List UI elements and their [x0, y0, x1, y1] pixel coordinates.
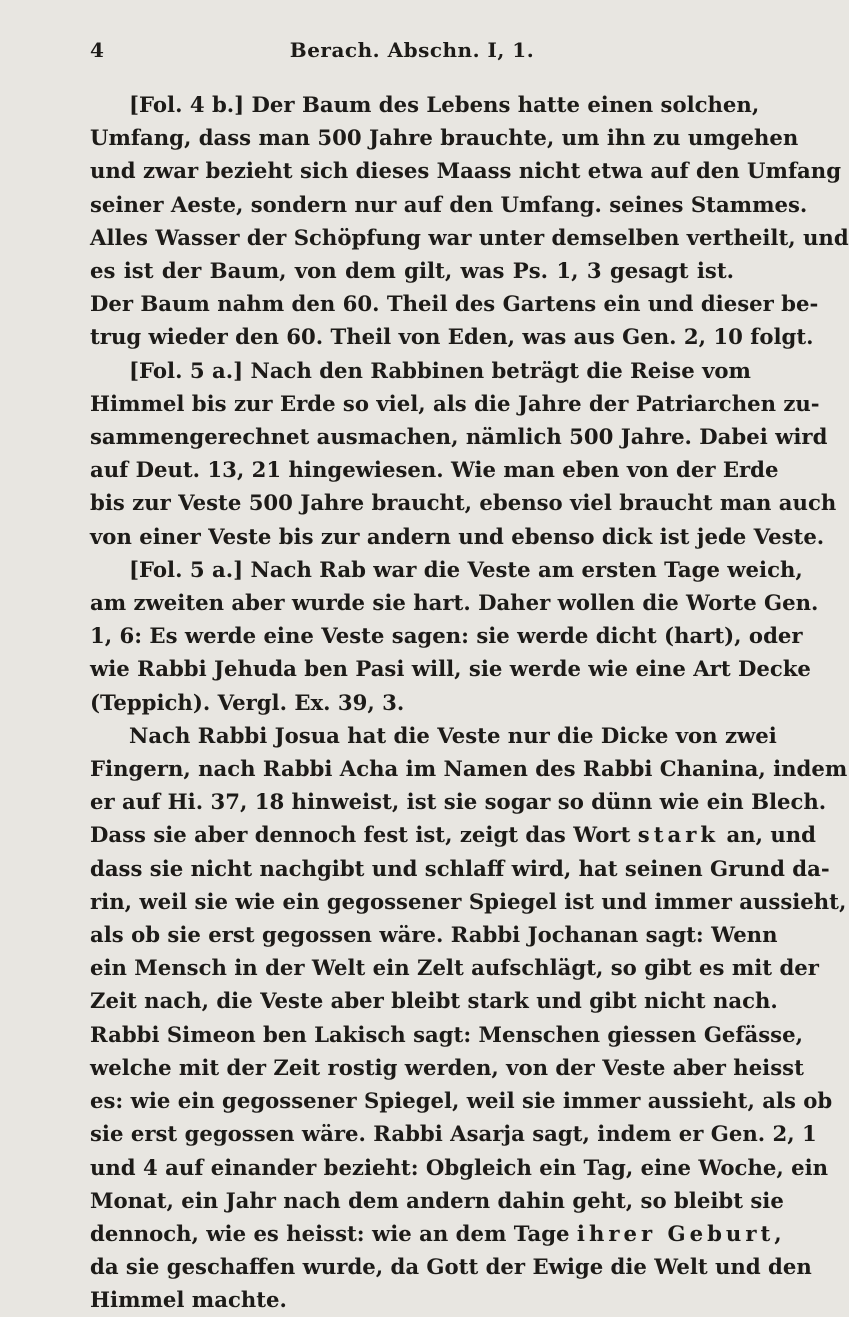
text-line: trug wieder den 60. Theil von Eden, was aus Gen. 2, 10 folgt.	[90, 324, 814, 350]
emphasized-word: ihrer Geburt	[576, 1220, 775, 1246]
running-head	[90, 38, 734, 68]
text-line: sammengerechnet ausmachen, nämlich 500 Jahre. Dabei wird	[90, 424, 828, 450]
text-line: Fingern, nach Rabbi Acha im Namen des Rabbi Chanina, indem	[90, 756, 848, 782]
text-line: (Teppich). Vergl. Ex. 39, 3.	[90, 689, 405, 715]
text-line: er auf Hi. 37, 18 hinweist, ist sie sogar so dünn wie ein Blech.	[90, 789, 827, 815]
text-line: Der Baum nahm den 60. Theil des Gartens ein und dieser be-	[90, 291, 819, 317]
text-line: als ob sie erst gegossen wäre. Rabbi Jochanan sagt: Wenn	[90, 922, 778, 948]
text-line: wie Rabbi Jehuda ben Pasi will, sie werde wie eine Art Decke	[90, 656, 811, 682]
text-line: Dass sie aber dennoch fest ist, zeigt das Wort stark an, und	[90, 822, 816, 848]
text-line: Umfang, dass man 500 Jahre brauchte, um ihn zu umgehen	[90, 125, 799, 151]
text-line: von einer Veste bis zur andern und ebenso dick ist jede Veste.	[90, 523, 825, 549]
running-title: Berach. Abschn. I, 1.	[289, 38, 535, 62]
text-line: rin, weil sie wie ein gegossener Spiegel ist und immer aussieht,	[90, 888, 847, 914]
text-line: dass sie nicht nachgibt und schlaff wird, hat seinen Grund da-	[90, 855, 830, 881]
text-line: da sie geschaffen wurde, da Gott der Ewige die Welt und den	[90, 1254, 812, 1280]
text-line: ein Mensch in der Welt ein Zelt aufschlägt, so gibt es mit der	[90, 955, 819, 981]
text-line: Alles Wasser der Schöpfung war unter demselben vertheilt, und	[90, 224, 849, 250]
text-line: Himmel machte.	[90, 1287, 287, 1313]
page-number: 4	[90, 38, 105, 62]
text-line: dennoch, wie es heisst: wie an dem Tage ihrer Geburt,	[90, 1220, 782, 1246]
text-line: seiner Aeste, sondern nur auf den Umfang. seines Stammes.	[90, 191, 808, 217]
text-line: Rabbi Simeon ben Lakisch sagt: Menschen giessen Gefässe,	[90, 1021, 803, 1047]
text-line: welche mit der Zeit rostig werden, von der Veste aber heisst	[90, 1054, 804, 1080]
text-line: bis zur Veste 500 Jahre braucht, ebenso viel braucht man auch	[90, 490, 837, 516]
text-line: am zweiten aber wurde sie hart. Daher wollen die Worte Gen.	[90, 590, 819, 616]
text-line: 1, 6: Es werde eine Veste sagen: sie werde dicht (hart), oder	[90, 623, 803, 649]
text-line: und zwar bezieht sich dieses Maass nicht etwa auf den Umfang	[90, 158, 842, 184]
text-line: [Fol. 4 b.] Der Baum des Lebens hatte einen solchen,	[129, 92, 760, 117]
text-line: Himmel bis zur Erde so viel, als die Jahre der Patriarchen zu-	[90, 390, 820, 416]
text-line: sie erst gegossen wäre. Rabbi Asarja sagt, indem er Gen. 2, 1	[90, 1121, 817, 1147]
body-text	[90, 88, 849, 1317]
text-line: und 4 auf einander bezieht: Obgleich ein Tag, eine Woche, ein	[90, 1154, 829, 1180]
text-line: es ist der Baum, von dem gilt, was Ps. 1, 3 gesagt ist.	[90, 258, 734, 284]
emphasized-word: stark	[637, 822, 720, 848]
text-line: Nach Rabbi Josua hat die Veste nur die Dicke von zwei	[129, 722, 777, 748]
text-line: es: wie ein gegossener Spiegel, weil sie immer aussieht, als ob	[90, 1088, 833, 1114]
text-line: [Fol. 5 a.] Nach den Rabbinen beträgt die Reise vom	[129, 357, 751, 383]
text-line: Zeit nach, die Veste aber bleibt stark und gibt nicht nach.	[90, 988, 778, 1014]
text-line: Monat, ein Jahr nach dem andern dahin geht, so bleibt sie	[90, 1187, 784, 1213]
text-line: auf Deut. 13, 21 hingewiesen. Wie man eben von der Erde	[90, 457, 779, 483]
text-line: [Fol. 5 a.] Nach Rab war die Veste am ersten Tage weich,	[129, 556, 803, 582]
